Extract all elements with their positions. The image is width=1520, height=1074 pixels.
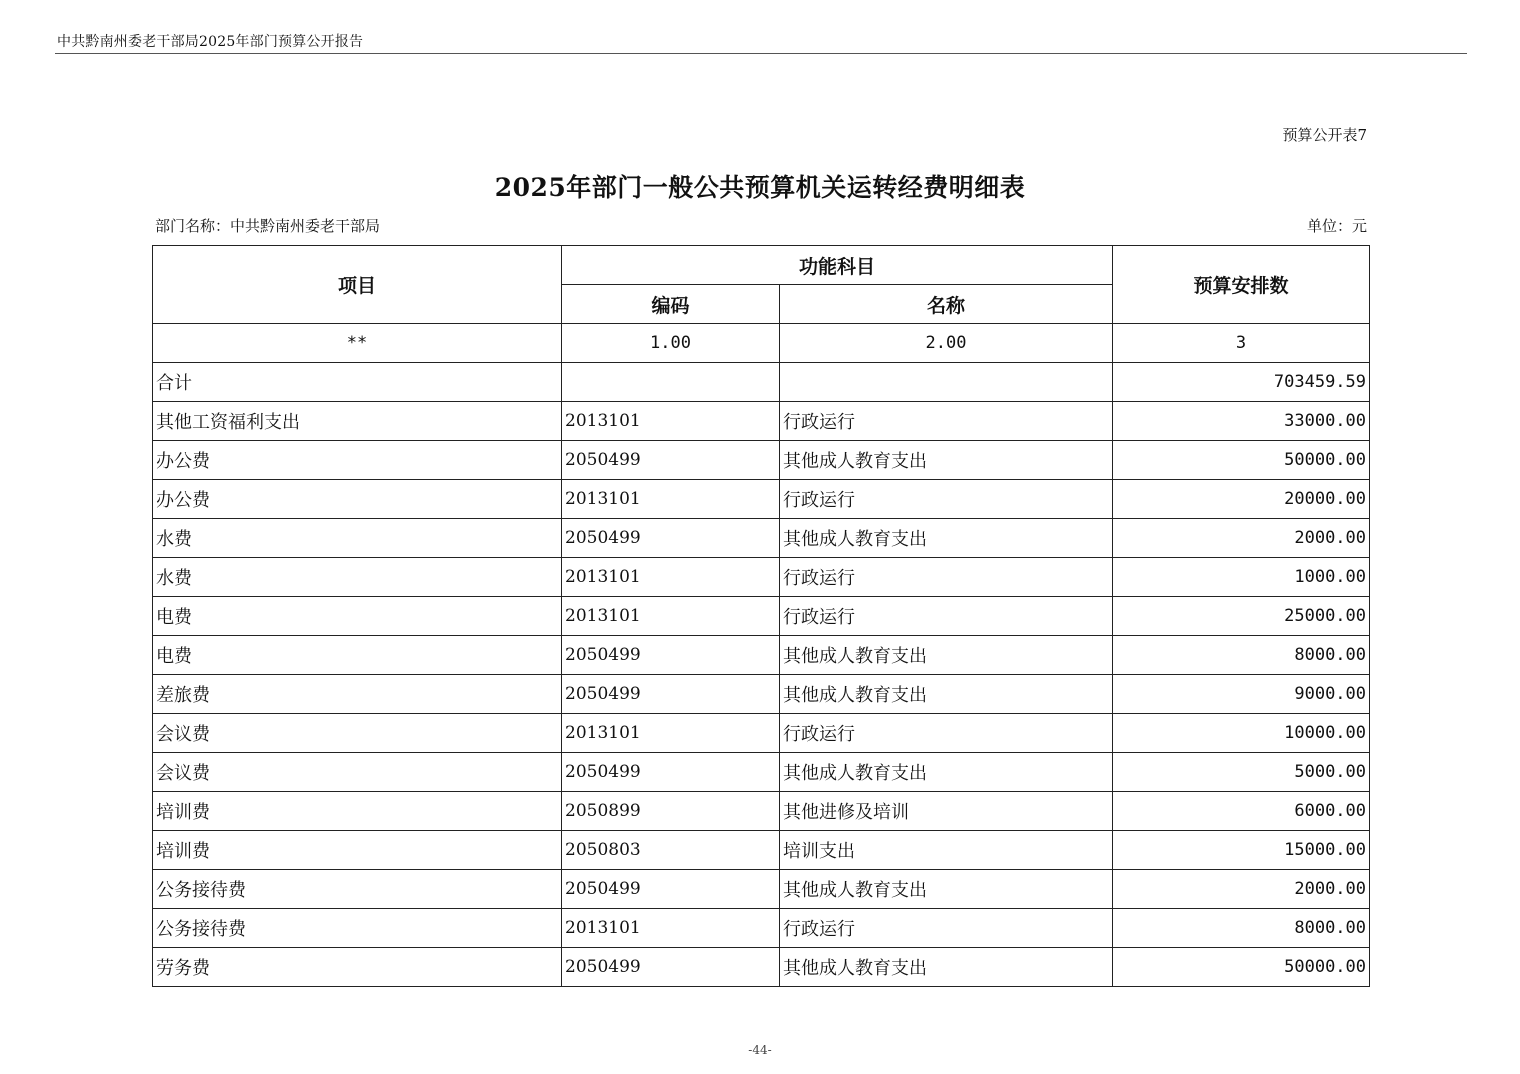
row-amount: 15000.00 [1113,831,1370,870]
row-code: 2013101 [562,480,780,519]
row-code: 2050499 [562,753,780,792]
table-row [153,792,1370,831]
row-code: 2013101 [562,558,780,597]
row-code: 2050499 [562,636,780,675]
row-name: 行政运行 [780,714,1113,753]
table-row [153,753,1370,792]
row-name: 其他成人教育支出 [780,948,1113,987]
row-item: 其他工资福利支出 [153,402,562,441]
row-name: 其他进修及培训 [780,792,1113,831]
row-name: 其他成人教育支出 [780,753,1113,792]
row-item: 公务接待费 [153,870,562,909]
row-item: 电费 [153,636,562,675]
total-name [780,363,1113,402]
row-amount: 33000.00 [1113,402,1370,441]
row-name: 行政运行 [780,480,1113,519]
row-item: 办公费 [153,480,562,519]
row-item: 会议费 [153,714,562,753]
row-amount: 1000.00 [1113,558,1370,597]
total-label: 合计 [153,363,562,402]
header-row-1 [153,246,1370,285]
row-item: 水费 [153,519,562,558]
budget-table [152,245,1370,987]
row-amount: 5000.00 [1113,753,1370,792]
row-item: 劳务费 [153,948,562,987]
row-name: 行政运行 [780,909,1113,948]
row-item: 办公费 [153,441,562,480]
table-row [153,519,1370,558]
page-number: -44- [748,1043,772,1057]
department-label: 部门名称：中共黔南州委老干部局 [155,217,381,235]
header-divider [55,53,1467,54]
row-name: 其他成人教育支出 [780,636,1113,675]
row-code: 2013101 [562,909,780,948]
col-header-name: 名称 [780,285,1113,324]
row-amount: 9000.00 [1113,675,1370,714]
row-amount: 8000.00 [1113,636,1370,675]
table-row [153,831,1370,870]
unit-label: 单位：元 [1306,217,1367,235]
row-amount: 2000.00 [1113,870,1370,909]
row-name: 行政运行 [780,558,1113,597]
row-name: 培训支出 [780,831,1113,870]
row-item: 培训费 [153,831,562,870]
total-row [153,363,1370,402]
row-code: 2050499 [562,441,780,480]
row-item: 水费 [153,558,562,597]
col-header-code: 编码 [562,285,780,324]
table-row [153,675,1370,714]
row-name: 其他成人教育支出 [780,441,1113,480]
row-name: 行政运行 [780,402,1113,441]
row-code: 2050899 [562,792,780,831]
table-row [153,441,1370,480]
total-code [562,363,780,402]
row-item: 会议费 [153,753,562,792]
index-row [153,324,1370,363]
row-amount: 8000.00 [1113,909,1370,948]
row-code: 2013101 [562,402,780,441]
row-name: 其他成人教育支出 [780,519,1113,558]
row-code: 2050499 [562,519,780,558]
row-code: 2013101 [562,597,780,636]
table-row [153,597,1370,636]
col-header-amount: 预算安排数 [1113,246,1370,324]
table-row [153,636,1370,675]
row-code: 2050499 [562,870,780,909]
row-code: 2050803 [562,831,780,870]
table-row [153,909,1370,948]
table-number: 预算公开表7 [1282,126,1367,144]
table-row [153,714,1370,753]
row-amount: 10000.00 [1113,714,1370,753]
running-header: 中共黔南州委老干部局2025年部门预算公开报告 [57,34,364,50]
page-title: 2025年部门一般公共预算机关运转经费明细表 [494,173,1026,202]
row-amount: 50000.00 [1113,441,1370,480]
table-row [153,870,1370,909]
row-item: 差旅费 [153,675,562,714]
row-item: 电费 [153,597,562,636]
table-row [153,948,1370,987]
row-code: 2050499 [562,948,780,987]
row-name: 行政运行 [780,597,1113,636]
index-item: ** [153,324,562,363]
row-amount: 25000.00 [1113,597,1370,636]
row-amount: 6000.00 [1113,792,1370,831]
row-item: 公务接待费 [153,909,562,948]
total-amount: 703459.59 [1113,363,1370,402]
row-item: 培训费 [153,792,562,831]
row-code: 2050499 [562,675,780,714]
table-row [153,402,1370,441]
index-amount: 3 [1113,324,1370,363]
table-row [153,558,1370,597]
index-code: 1.00 [562,324,780,363]
row-name: 其他成人教育支出 [780,675,1113,714]
row-code: 2013101 [562,714,780,753]
row-name: 其他成人教育支出 [780,870,1113,909]
table-row [153,480,1370,519]
row-amount: 2000.00 [1113,519,1370,558]
col-header-function-subject: 功能科目 [562,246,1113,285]
col-header-item: 项目 [153,246,562,324]
index-name: 2.00 [780,324,1113,363]
row-amount: 20000.00 [1113,480,1370,519]
row-amount: 50000.00 [1113,948,1370,987]
